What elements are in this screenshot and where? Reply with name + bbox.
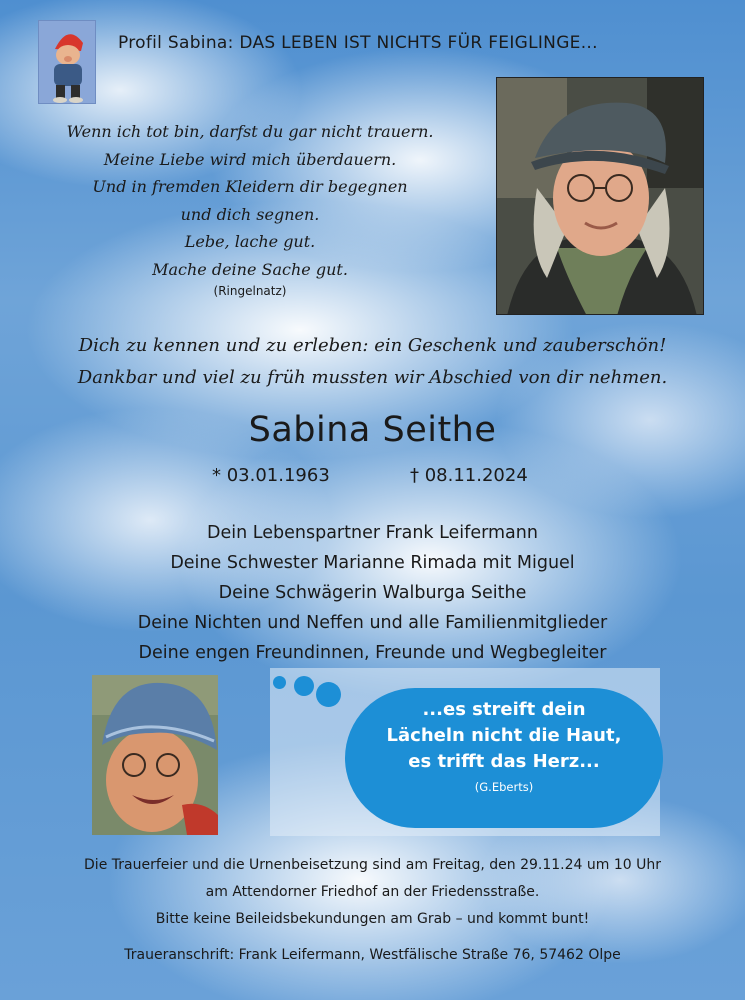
mourner-line: Deine Schwester Marianne Rimada mit Miguel <box>170 553 575 573</box>
mourner-line: Dein Lebenspartner Frank Leifermann <box>207 523 538 543</box>
mourning-address: Traueranschrift: Frank Leifermann, Westfälische Straße 76, 57462 Olpe <box>124 947 621 963</box>
dedication-block <box>0 330 745 394</box>
quote-text <box>345 697 663 799</box>
mourners-list <box>0 518 745 668</box>
thought-bubble-dot <box>316 682 341 707</box>
header-title: Profil Sabina: DAS LEBEN IST NICHTS FÜR FEIGLINGE... <box>118 33 598 53</box>
death-date: † 08.11.2024 <box>410 465 528 486</box>
birth-date: * 03.01.1963 <box>212 465 330 486</box>
mourner-line: Deine Schwägerin Walburga Seithe <box>218 583 527 603</box>
dedication-line: Dich zu kennen und zu erleben: ein Geschenk und zauberschön! <box>78 335 667 356</box>
quote-line: es trifft das Herz... <box>408 751 600 772</box>
deceased-name: Sabina Seithe <box>248 410 497 450</box>
poem-line: und dich segnen. <box>180 204 320 224</box>
poem-block <box>30 118 470 299</box>
quote-credit: (G.Eberts) <box>474 780 534 794</box>
poem-line: Meine Liebe wird mich überdauern. <box>103 149 397 169</box>
gnome-figure-image <box>38 20 96 104</box>
quote-line: ...es streift dein <box>422 699 586 720</box>
dedication-line: Dankbar und viel zu früh mussten wir Abschied von dir nehmen. <box>77 367 668 388</box>
ceremony-info <box>0 852 745 933</box>
quote-line: Lächeln nicht die Haut, <box>386 725 622 746</box>
thought-bubble-dot <box>294 676 314 696</box>
mourner-line: Deine engen Freundinnen, Freunde und Wegbegleiter <box>138 643 607 663</box>
poem-line: Lebe, lache gut. <box>184 232 316 251</box>
ceremony-line: am Attendorner Friedhof an der Friedensstraße. <box>205 884 540 900</box>
poem-line: Und in fremden Kleidern dir begegnen <box>92 177 408 196</box>
thought-bubble-dot <box>273 676 286 689</box>
poem-line: Wenn ich tot bin, darfst du gar nicht trauern. <box>66 122 434 141</box>
ceremony-line: Die Trauerfeier und die Urnenbeisetzung sind am Freitag, den 29.11.24 um 10 Uhr <box>84 857 661 873</box>
ceremony-line: Bitte keine Beileidsbekundungen am Grab – und kommt bunt! <box>155 911 590 927</box>
mourner-line: Deine Nichten und Neffen und alle Familienmitglieder <box>137 613 608 633</box>
portrait-photo-top <box>496 77 704 315</box>
portrait-photo-bottom <box>92 675 218 835</box>
poem-credit: (Ringelnatz) <box>213 284 287 298</box>
poem-line: Mache deine Sache gut. <box>152 259 348 279</box>
